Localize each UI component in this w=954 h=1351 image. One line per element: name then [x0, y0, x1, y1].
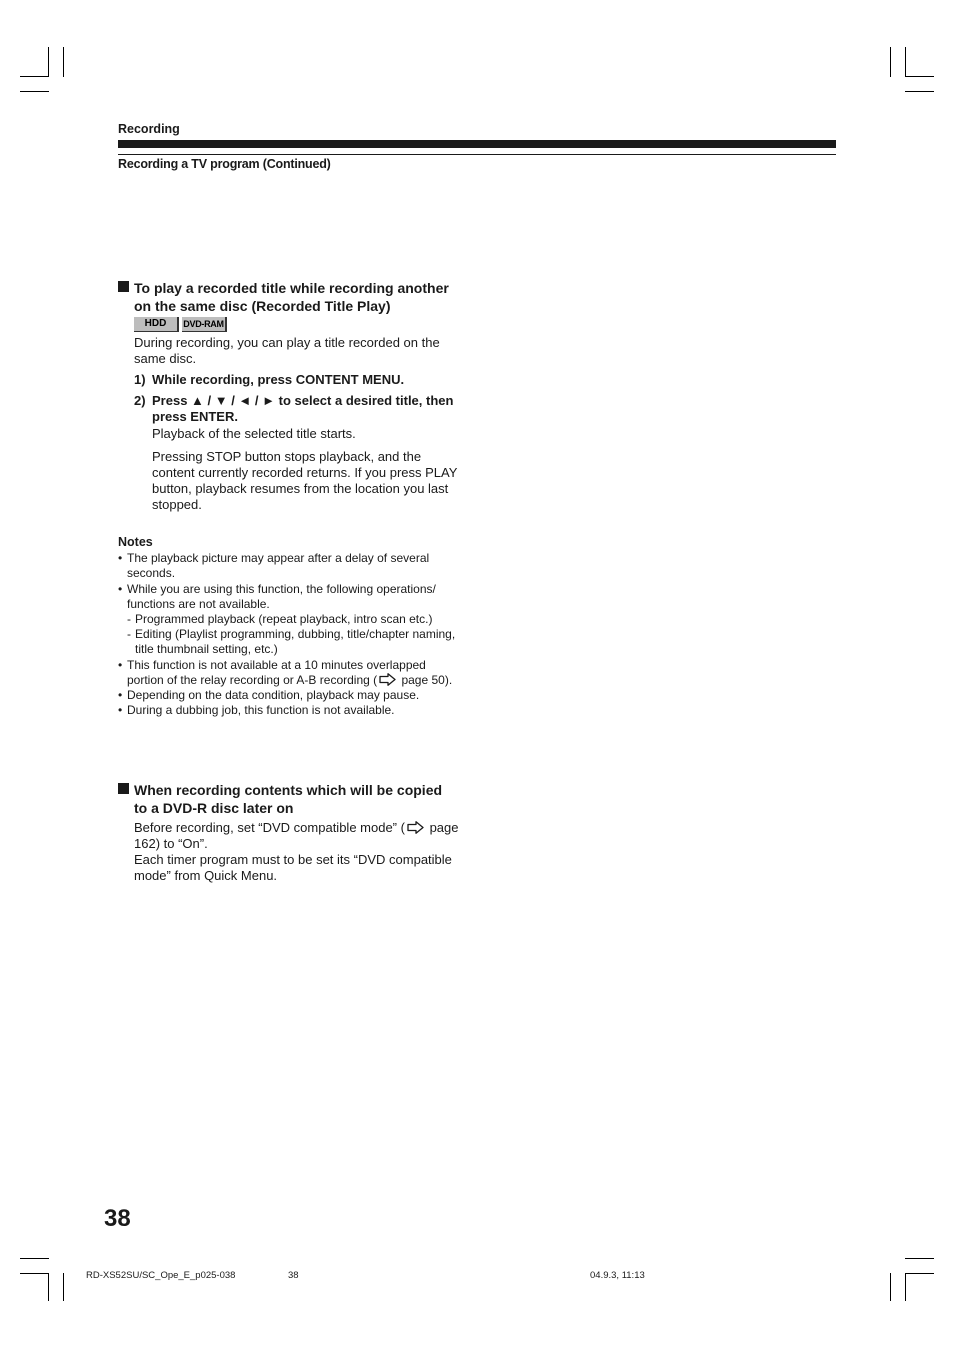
crop-mark: [890, 47, 891, 77]
note-text: This function is not available at a 10 minutes overlapped portion of the relay recording or A-B recording (: [127, 657, 426, 687]
crop-mark: [890, 1273, 891, 1301]
note-subitem: [118, 612, 463, 627]
crop-mark: [20, 1273, 49, 1274]
note-item: [118, 658, 463, 688]
note-text: During a dubbing job, this function is not available.: [127, 703, 395, 718]
page-reference-arrow-icon: [407, 821, 424, 834]
intro-text: During recording, you can play a title recorded on the same disc.: [134, 335, 440, 366]
running-head: Recording: [118, 122, 180, 136]
section-title-line: To play a recorded title while recording another: [134, 280, 449, 296]
header-rule-thick: [118, 140, 836, 148]
step-item: [134, 372, 463, 388]
bullet-icon: •: [118, 688, 123, 703]
bullet-icon: •: [118, 657, 123, 672]
notes-title: Notes: [118, 535, 153, 549]
step-description: Pressing STOP button stops playback, and the content currently recorded returns. If you press PLAY button, playback resumes from the location you last stopped.: [152, 449, 458, 512]
bullet-icon: •: [118, 551, 123, 566]
note-text: While you are using this function, the following operations/ functions are not available.: [127, 581, 436, 611]
note-subitem-text: Programmed playback (repeat playback, intro scan etc.): [135, 612, 433, 627]
crop-mark: [20, 1258, 49, 1259]
section-title-line: to a DVD-R disc later on: [134, 800, 294, 816]
section-dvd-r-compatible: [118, 781, 463, 884]
crop-mark: [905, 91, 934, 92]
crop-mark: [63, 1273, 64, 1301]
body-text: page 162) to “On”.: [134, 820, 459, 851]
dash-icon: -: [127, 627, 131, 642]
footer-date: 04.9.3, 11:13: [590, 1270, 645, 1281]
crop-mark: [905, 1258, 934, 1259]
footer-file: RD-XS52SU/SC_Ope_E_p025-038: [86, 1270, 236, 1281]
body-paragraph: [134, 820, 463, 852]
step-number: 1): [134, 372, 146, 387]
note-text: page 50).: [398, 672, 453, 687]
note-item: [118, 688, 463, 703]
crop-mark: [63, 47, 64, 77]
section-title: [118, 781, 463, 817]
step-text: Press ▲ / ▼ / ◄ / ► to select a desired title, then press ENTER.: [152, 393, 454, 424]
page-reference-arrow-icon: [379, 673, 396, 686]
crop-mark: [905, 1273, 906, 1301]
crop-mark: [48, 1273, 49, 1301]
section-recorded-title-play: [118, 279, 463, 513]
note-item: [118, 582, 463, 612]
hdd-badge: HDD: [134, 317, 179, 332]
note-item: [118, 551, 463, 581]
step-item: [134, 393, 463, 425]
crop-mark: [20, 91, 49, 92]
square-bullet-icon: [118, 783, 129, 794]
notes-block: [118, 535, 463, 718]
body-text: Before recording, set “DVD compatible mode” (: [134, 820, 405, 835]
bullet-icon: •: [118, 703, 123, 718]
crop-mark: [905, 1273, 934, 1274]
footer-page: 38: [288, 1270, 299, 1281]
section-title: [118, 279, 463, 315]
square-bullet-icon: [118, 281, 129, 292]
step-description: Playback of the selected title starts.: [152, 426, 356, 441]
crop-mark: [905, 76, 934, 77]
step-number: 2): [134, 393, 146, 408]
section-subhead: Recording a TV program (Continued): [118, 157, 331, 171]
step-list: [134, 372, 463, 425]
dvd-ram-badge: DVD-RAM: [182, 317, 227, 332]
section-title-line: on the same disc (Recorded Title Play): [134, 298, 391, 314]
crop-mark: [20, 76, 49, 77]
body-paragraph: Each timer program must to be set its “DVD compatible mode” from Quick Menu.: [134, 852, 452, 883]
note-text: The playback picture may appear after a delay of several seconds.: [127, 551, 430, 581]
section-title-line: When recording contents which will be copied: [134, 782, 443, 798]
note-text: Depending on the data condition, playback may pause.: [127, 688, 420, 703]
note-subitem-text: Editing (Playlist programming, dubbing, title/chapter naming, title thumbnail setting, etc.): [135, 627, 456, 657]
bullet-icon: •: [118, 581, 123, 596]
note-subitem: [118, 627, 463, 657]
disc-badges: [134, 317, 463, 333]
crop-mark: [905, 47, 906, 77]
header-rule-thin: [118, 154, 836, 155]
page-number: 38: [104, 1205, 131, 1232]
step-text: While recording, press CONTENT MENU.: [152, 372, 405, 387]
crop-mark: [48, 47, 49, 77]
dash-icon: -: [127, 612, 131, 627]
note-item: [118, 703, 463, 718]
